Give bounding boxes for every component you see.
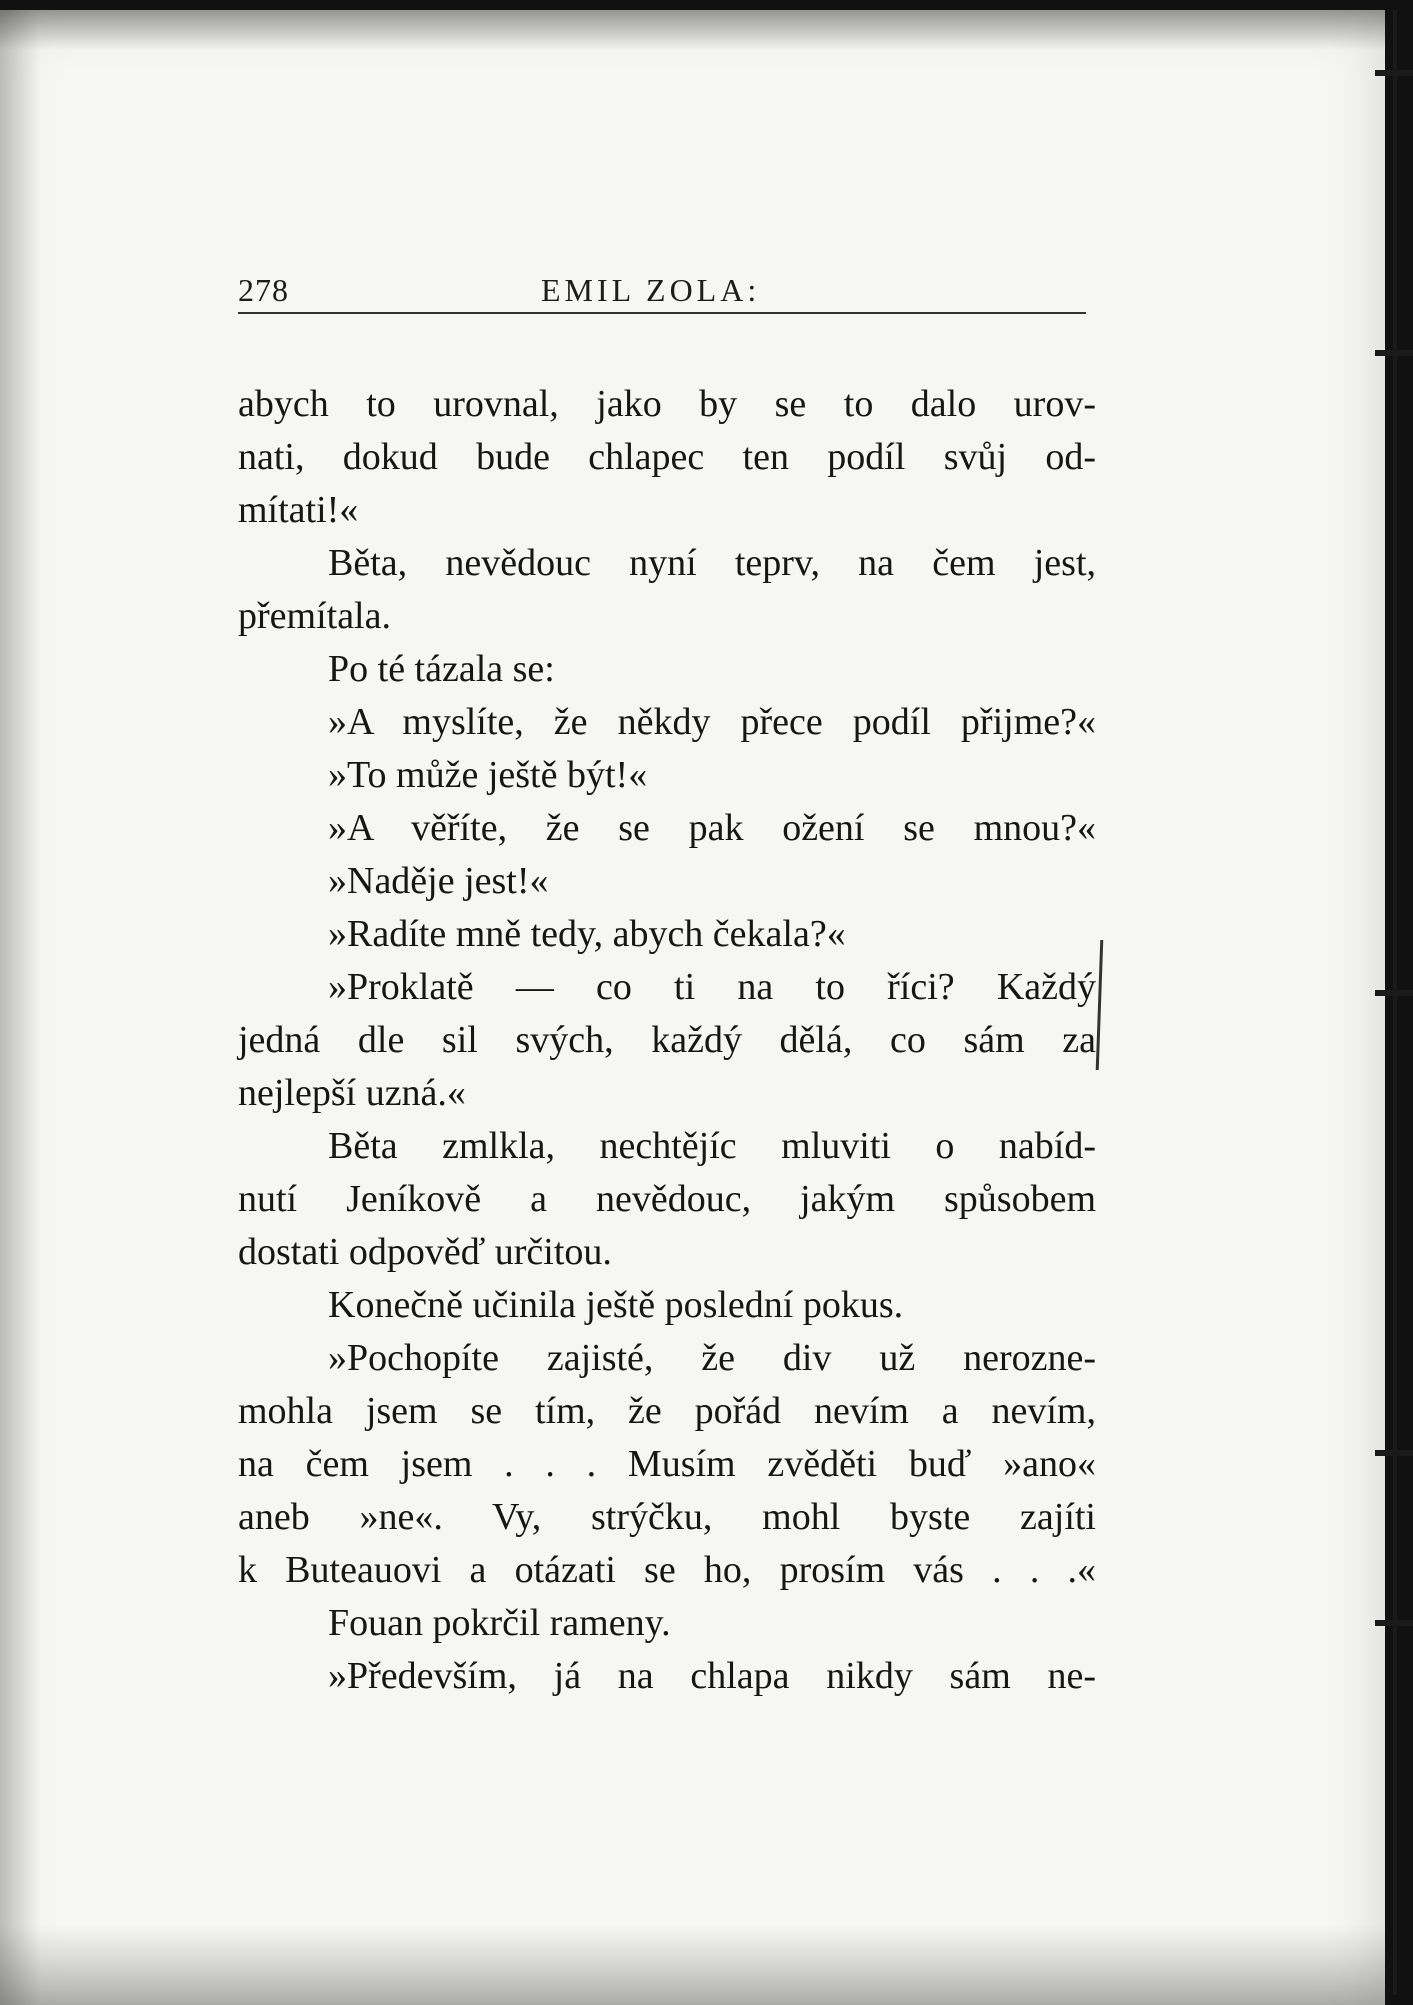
text-line: nutí Jeníkově a nevědouc, jakým spůsobem [238, 1178, 1096, 1220]
text-line: »Radíte mně tedy, abych čekala?« [328, 913, 846, 955]
text-line: »Proklatě — co ti na to říci? Každý [328, 966, 1096, 1008]
binding-stitch [1375, 1450, 1413, 1456]
running-title: EMIL ZOLA: [541, 272, 761, 308]
text-line: »Naděje jest!« [328, 860, 549, 902]
binding-stitch [1375, 350, 1413, 356]
text-line: »To může ještě být!« [328, 754, 648, 796]
page-header [238, 268, 1086, 314]
text-line: »A myslíte, že někdy přece podíl přijme?« [328, 701, 1096, 743]
book-binding-edge [1385, 10, 1405, 1995]
text-line: mohla jsem se tím, že pořád nevím a nevím, [238, 1390, 1096, 1432]
page-number: 278 [238, 272, 289, 308]
binding-stitch [1375, 990, 1413, 996]
scan-shadow-left [0, 10, 40, 2005]
binding-thread [1393, 10, 1397, 1995]
text-line: k Buteauovi a otázati se ho, prosím vás . . .« [238, 1549, 1096, 1591]
text-line: Konečně učinila ještě poslední pokus. [328, 1284, 904, 1326]
binding-stitch [1375, 70, 1413, 76]
text-line: »A věříte, že se pak ožení se mnou?« [328, 807, 1096, 849]
text-line: aneb »ne«. Vy, strýčku, mohl byste zajíti [238, 1496, 1096, 1538]
text-line: Fouan pokrčil rameny. [328, 1602, 671, 1644]
text-line: mítati!« [238, 489, 359, 531]
text-line: Běta, nevědouc nyní teprv, na čem jest, [328, 542, 1096, 584]
text-line: abych to urovnal, jako by se to dalo urov- [238, 383, 1096, 425]
text-line: na čem jsem . . . Musím zvěděti buď »ano« [238, 1443, 1096, 1485]
text-line: dostati odpověď určitou. [238, 1231, 612, 1273]
text-line: »Především, já na chlapa nikdy sám ne- [328, 1655, 1096, 1697]
body-text [238, 378, 1096, 1703]
text-line: »Pochopíte zajisté, že div už nerozne- [328, 1337, 1096, 1379]
text-line: přemítala. [238, 595, 391, 637]
margin-pencil-mark [1096, 940, 1104, 1070]
text-line: Běta zmlkla, nechtějíc mluviti o nabíd- [328, 1125, 1096, 1167]
text-line: Po té tázala se: [328, 648, 555, 690]
text-line: nati, dokud bude chlapec ten podíl svůj od- [238, 436, 1096, 478]
binding-stitch [1375, 1620, 1413, 1626]
text-line: nejlepší uzná.« [238, 1072, 466, 1114]
scan-shadow-top [0, 10, 1385, 50]
text-line: jedná dle sil svých, každý dělá, co sám za [238, 1019, 1096, 1061]
book-page [0, 10, 1385, 2005]
scan-shadow-bottom [0, 1925, 1385, 2005]
